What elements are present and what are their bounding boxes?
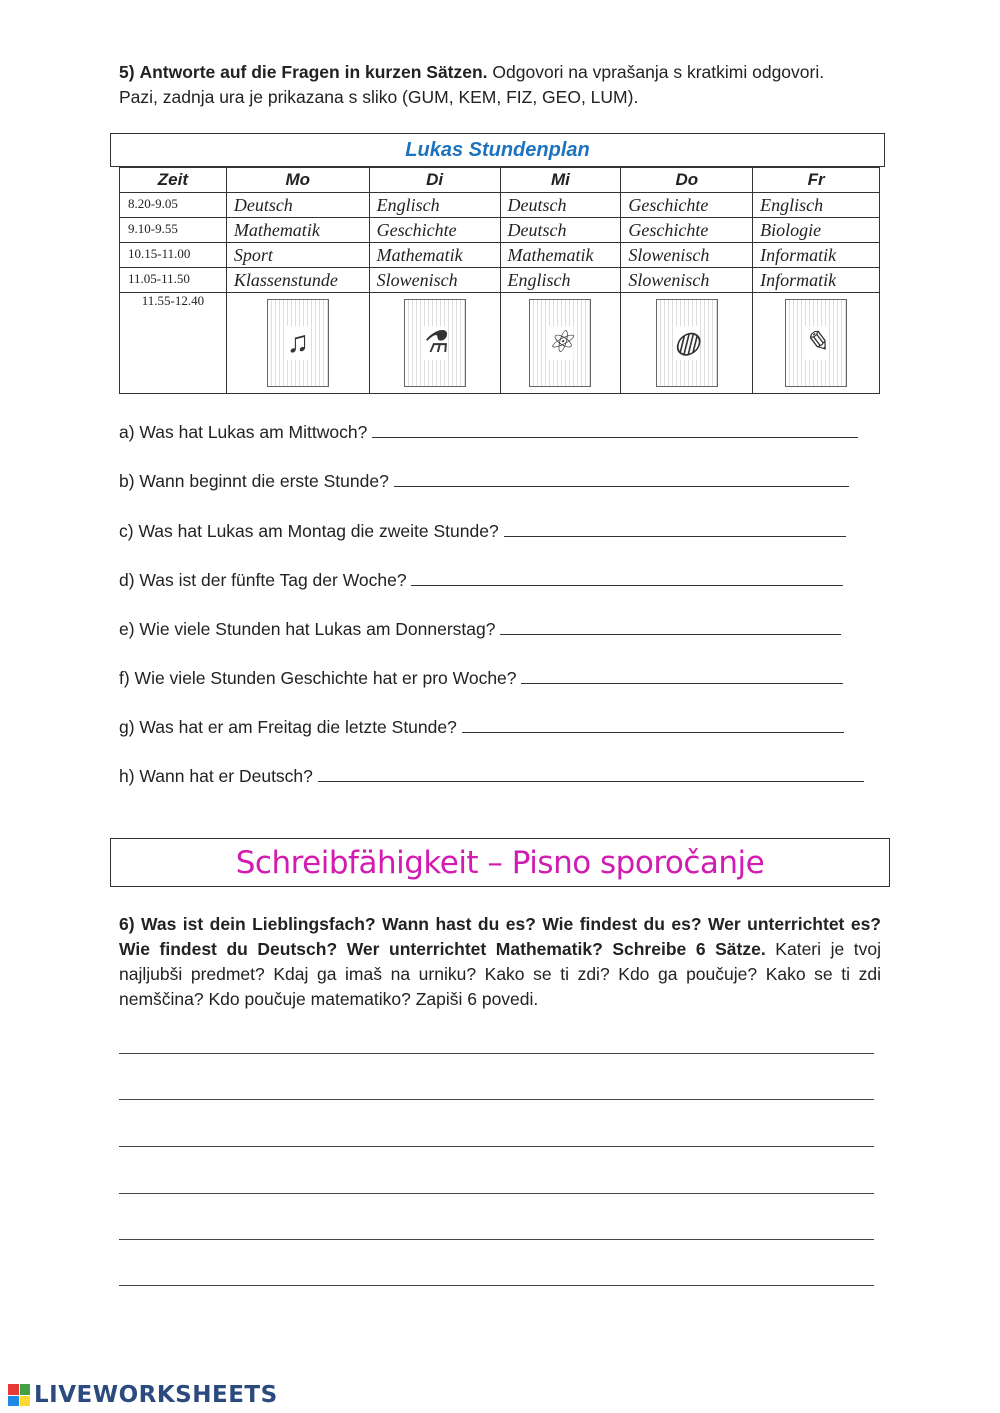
table-row: [120, 193, 880, 218]
globe-icon: ◍: [656, 299, 718, 387]
question-c: [119, 520, 846, 542]
task6-instructions: [119, 912, 881, 1012]
task6-number: 6): [119, 914, 135, 934]
writing-section-title: Schreibfähigkeit – Pisno sporočanje: [110, 838, 890, 887]
task6-instruction-sl: Kateri je tvoj najljubši predmet? Kdaj ga imaš na urniku? Kako se ti zdi? Kdo ga poučuje? Kako se ti zdi nemščina? Kdo poučuje matematiko? Zapiši 6 povedi.: [119, 939, 881, 1009]
question-f: [119, 667, 843, 689]
subject-cell: Sport: [226, 243, 369, 268]
question-h: [119, 765, 864, 787]
subject-cell: Biologie: [753, 218, 880, 243]
answer-input[interactable]: [462, 717, 844, 733]
question-text: e) Wie viele Stunden hat Lukas am Donnerstag?: [119, 619, 496, 639]
picture-cell: [369, 293, 500, 394]
header-mo: Mo: [226, 168, 369, 193]
piano-icon: ♫: [267, 299, 329, 387]
header-do: Do: [621, 168, 753, 193]
time-cell: 11.55-12.40: [120, 293, 227, 394]
task6-instruction-de: Was ist dein Lieblingsfach? Wann hast du es? Wie findest du es? Wer unterrichtet es? Wie findest du Deutsch? Wer unterrichtet Mathematik? Schreibe 6 Sätze.: [119, 914, 881, 959]
subject-cell: Informatik: [753, 243, 880, 268]
question-text: d) Was ist der fünfte Tag der Woche?: [119, 570, 407, 590]
timetable-header-row: [120, 168, 880, 193]
answer-input[interactable]: [504, 521, 846, 537]
physics-icon: ⚛: [529, 299, 591, 387]
answer-input[interactable]: [521, 668, 843, 684]
subject-cell: Englisch: [369, 193, 500, 218]
question-text: c) Was hat Lukas am Montag die zweite Stunde?: [119, 521, 499, 541]
question-text: h) Wann hat er Deutsch?: [119, 766, 313, 786]
subject-cell: Deutsch: [500, 218, 621, 243]
time-cell: 9.10-9.55: [120, 218, 227, 243]
writing-line-1[interactable]: [119, 1053, 874, 1054]
question-d: [119, 569, 843, 591]
writing-line-3[interactable]: [119, 1146, 874, 1147]
subject-cell: Mathematik: [500, 243, 621, 268]
timetable-title: Lukas Stundenplan: [110, 133, 885, 167]
header-fr: Fr: [753, 168, 880, 193]
task5-instruction-sl-2: Pazi, zadnja ura je prikazana s sliko (GUM, KEM, FIZ, GEO, LUM).: [119, 87, 639, 107]
question-text: a) Was hat Lukas am Mittwoch?: [119, 422, 368, 442]
logo-text: LIVEWORKSHEETS: [34, 1382, 278, 1408]
answer-input[interactable]: [318, 766, 864, 782]
logo-mark-icon: [8, 1384, 30, 1406]
header-di: Di: [369, 168, 500, 193]
task5-instruction-sl-1: Odgovori na vprašanja s kratkimi odgovori.: [492, 62, 825, 82]
table-row: [120, 218, 880, 243]
subject-cell: Mathematik: [369, 243, 500, 268]
subject-cell: Slowenisch: [369, 268, 500, 293]
question-g: [119, 716, 844, 738]
subject-cell: Klassenstunde: [226, 268, 369, 293]
header-zeit: Zeit: [120, 168, 227, 193]
picture-cell: [621, 293, 753, 394]
subject-cell: Englisch: [500, 268, 621, 293]
subject-cell: Deutsch: [226, 193, 369, 218]
question-e: [119, 618, 841, 640]
timetable: [119, 167, 880, 394]
question-text: b) Wann beginnt die erste Stunde?: [119, 471, 389, 491]
picture-cell: [500, 293, 621, 394]
subject-cell: Deutsch: [500, 193, 621, 218]
time-cell: 10.15-11.00: [120, 243, 227, 268]
task5-instruction-de: Antworte auf die Fragen in kurzen Sätzen.: [139, 62, 488, 82]
answer-input[interactable]: [500, 619, 841, 635]
question-text: g) Was hat er am Freitag die letzte Stunde?: [119, 717, 457, 737]
table-row: [120, 243, 880, 268]
picture-cell: [753, 293, 880, 394]
subject-cell: Informatik: [753, 268, 880, 293]
question-text: f) Wie viele Stunden Geschichte hat er pro Woche?: [119, 668, 517, 688]
writing-line-5[interactable]: [119, 1239, 874, 1240]
subject-cell: Geschichte: [621, 218, 753, 243]
task5-instructions: [119, 60, 881, 110]
answer-input[interactable]: [372, 422, 858, 438]
answer-input[interactable]: [411, 570, 843, 586]
time-cell: 8.20-9.05: [120, 193, 227, 218]
writing-line-4[interactable]: [119, 1193, 874, 1194]
question-a: [119, 421, 858, 443]
picture-cell: [226, 293, 369, 394]
subject-cell: Slowenisch: [621, 243, 753, 268]
header-mi: Mi: [500, 168, 621, 193]
subject-cell: Geschichte: [621, 193, 753, 218]
subject-cell: Englisch: [753, 193, 880, 218]
writing-line-6[interactable]: [119, 1285, 874, 1286]
painting-icon: ✎: [785, 299, 847, 387]
time-cell: 11.05-11.50: [120, 268, 227, 293]
subject-cell: Mathematik: [226, 218, 369, 243]
answer-input[interactable]: [394, 471, 849, 487]
table-row-pictures: [120, 293, 880, 394]
task5-number: 5): [119, 62, 135, 82]
table-row: [120, 268, 880, 293]
liveworksheets-logo[interactable]: [8, 1382, 278, 1408]
writing-line-2[interactable]: [119, 1099, 874, 1100]
chemistry-flask-icon: ⚗: [404, 299, 466, 387]
subject-cell: Geschichte: [369, 218, 500, 243]
question-b: [119, 470, 849, 492]
subject-cell: Slowenisch: [621, 268, 753, 293]
